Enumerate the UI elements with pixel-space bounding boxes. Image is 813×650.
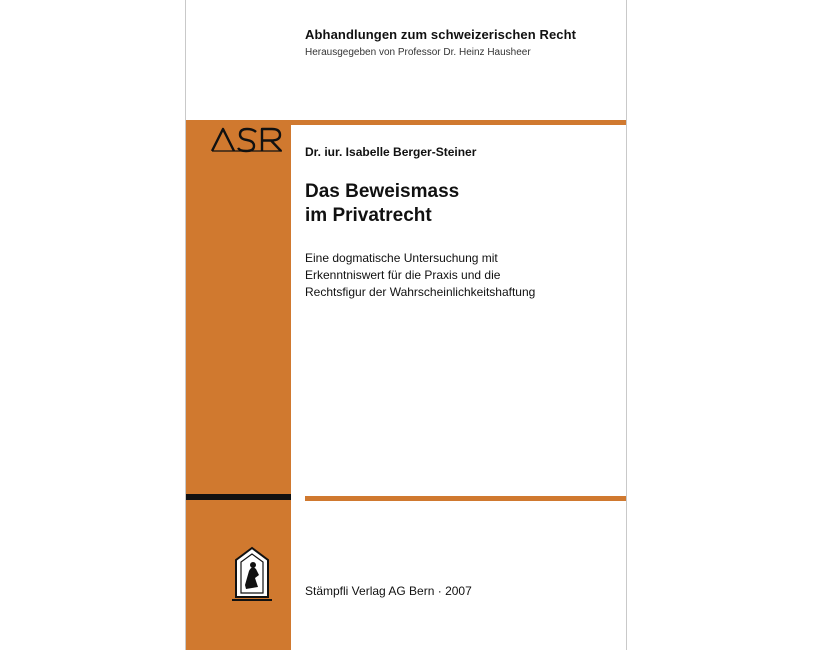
book-title	[305, 180, 459, 228]
orange-bottom-rule	[305, 496, 626, 501]
author-name: Dr. iur. Isabelle Berger-Steiner	[305, 145, 477, 159]
asr-logo-icon	[210, 127, 284, 153]
series-title: Abhandlungen zum schweizerischen Recht	[305, 27, 577, 42]
series-editor: Herausgegeben von Professor Dr. Heinz Hausheer	[305, 47, 531, 58]
subtitle-line: Eine dogmatische Untersuchung mit	[305, 251, 498, 265]
black-rule	[186, 494, 291, 500]
book-subtitle	[305, 250, 605, 301]
publisher-emblem-icon	[229, 545, 275, 603]
subtitle-line: Erkenntniswert für die Praxis und die	[305, 268, 501, 282]
title-line: Das Beweismass	[305, 181, 460, 202]
title-line: im Privatrecht	[305, 205, 432, 226]
subtitle-line: Rechtsfigur der Wahrscheinlichkeitshaftung	[305, 285, 536, 299]
orange-top-rule	[186, 120, 626, 125]
publisher-imprint: Stämpfli Verlag AG Bern · 2007	[305, 584, 472, 598]
